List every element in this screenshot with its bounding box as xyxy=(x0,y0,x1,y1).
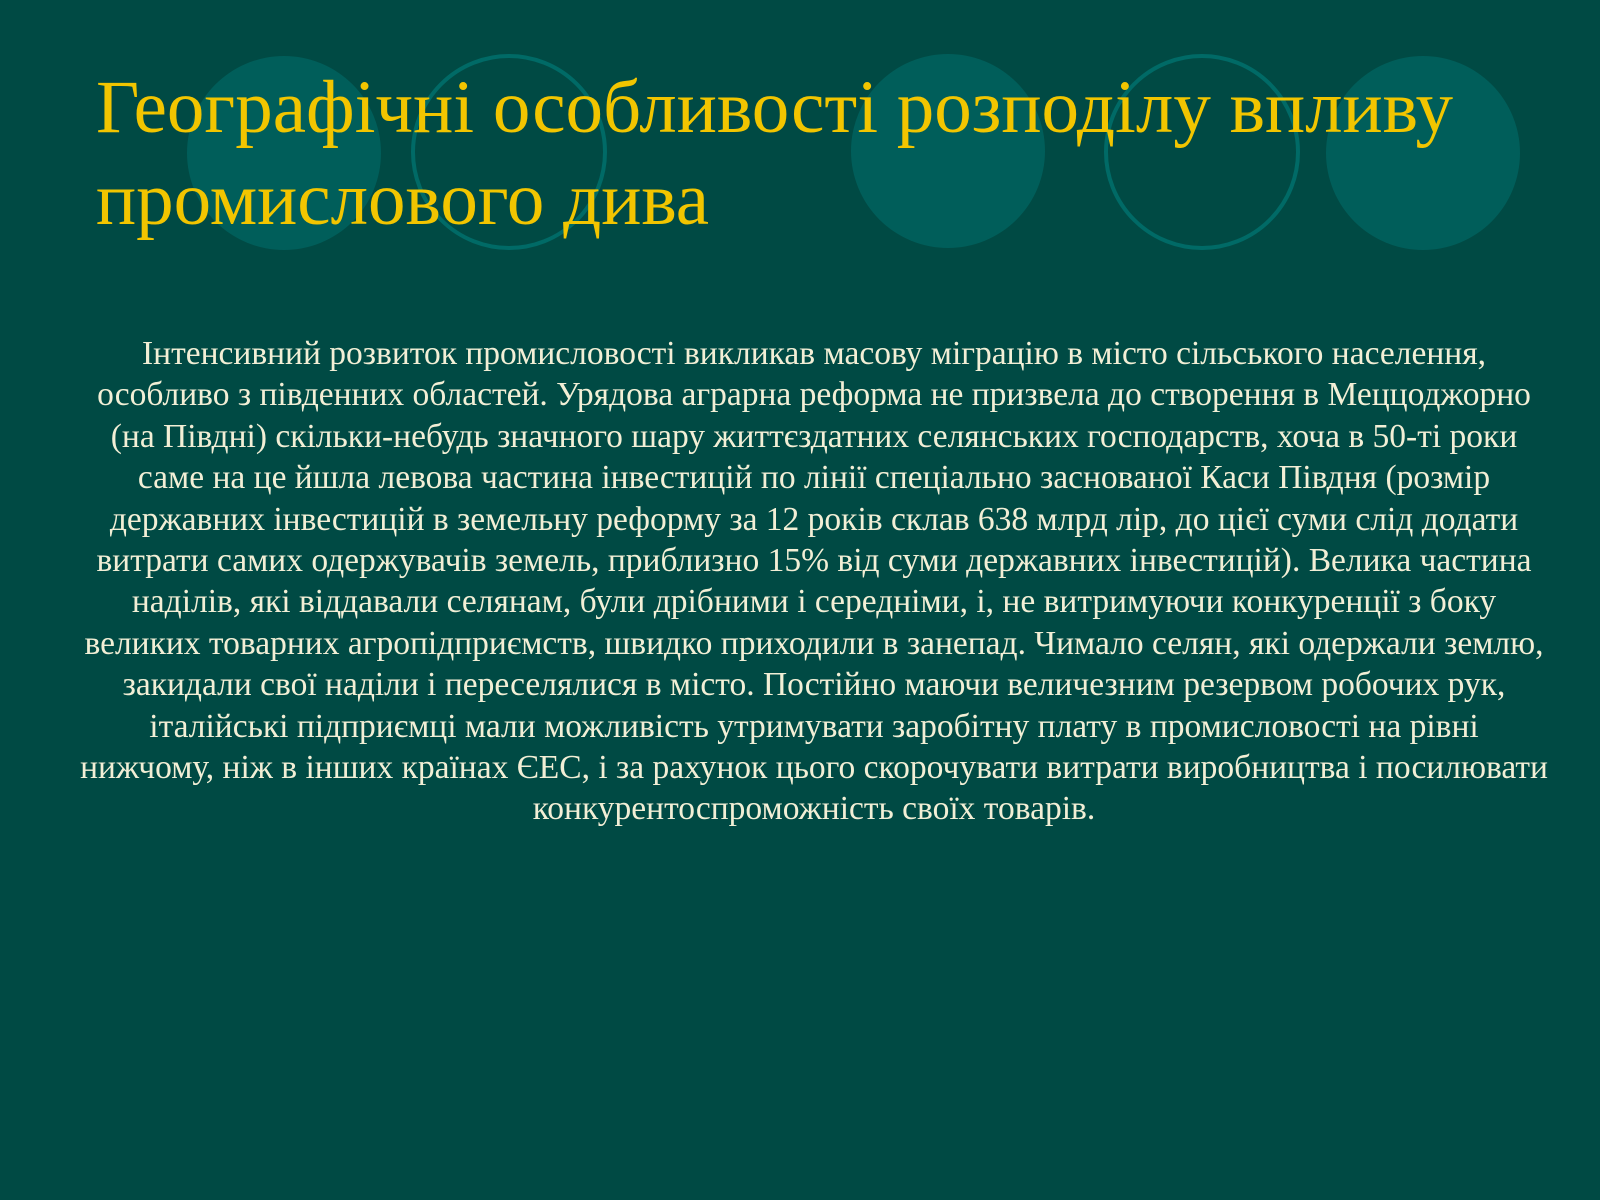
slide-title: Географічні особливості розподілу впливу промислового дива xyxy=(96,66,1454,241)
slide-body-text: Інтенсивний розвиток промисловості викликав масову міграцію в місто сільського населення, особливо з південних областей. Урядова аграрна реформа не призвела до створення в Меццоджорно (на Півдні) скільки-небудь значного шару життєздатних селянських господарств, хоча в 50-ті роки саме на це йшла левова частина інвестицій по лінії спеціально заснованої Каси Півдня (розмір державних інвестицій в земельну реформу за 12 років склав 638 млрд лір, до цієї суми слід додати витрати самих одержувачів земель, приблизно 15% від суми державних інвестицій). Велика частина наділів, які віддавали селянам, були дрібними і середніми, і, не витримуючи конкуренції з боку великих товарних агропідприємств, швидко приходили в занепад. Чимало селян, які одержали землю, закидали свої наділи і переселялися в місто. Постійно маючи величезним резервом робочих рук, італійські підприємці мали можливість утримувати заробітну плату в промисловості на рівні нижчому, ніж в інших країнах ЄЕС, і за рахунок цього скорочувати витрати виробництва і посилювати конкурентоспроможність своїх товарів. xyxy=(80,335,1548,828)
